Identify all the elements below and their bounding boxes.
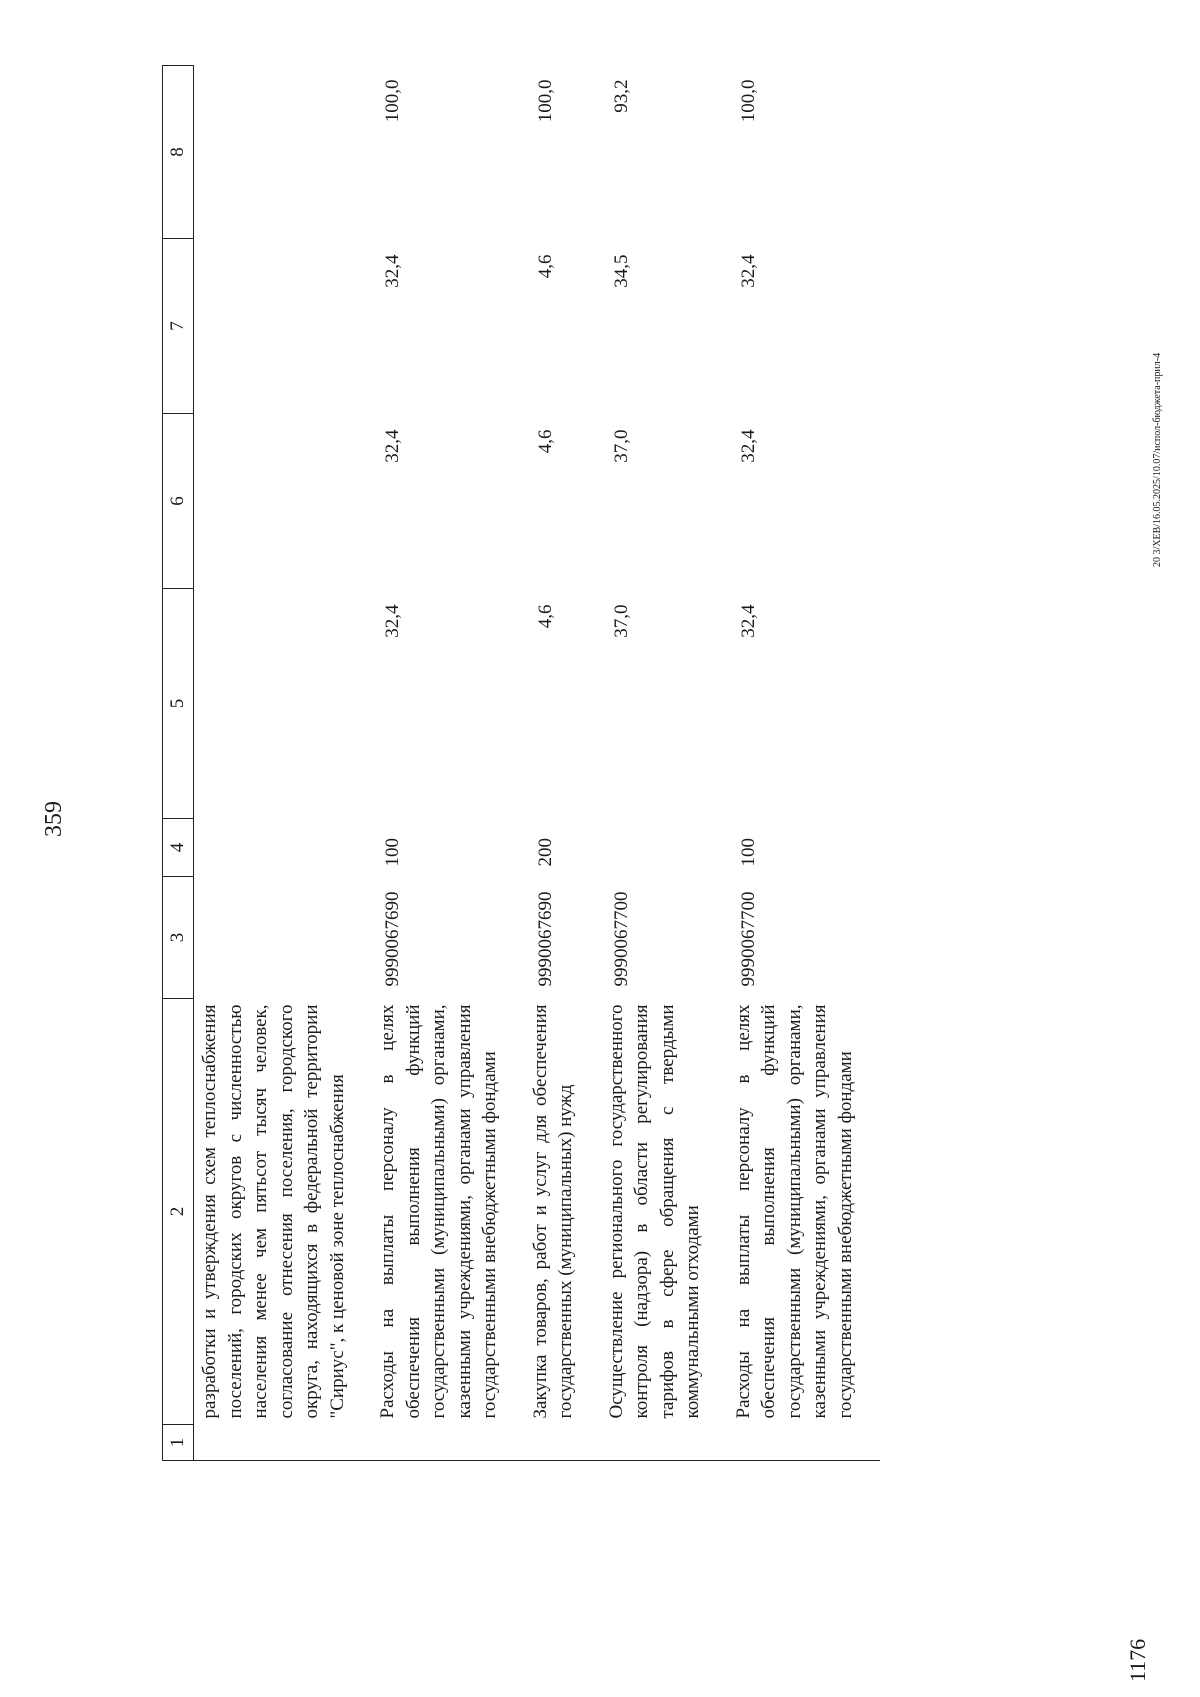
column-header-6: 6 xyxy=(163,414,194,589)
budget-table xyxy=(162,65,880,1461)
column-header-2: 2 xyxy=(163,999,194,1425)
cell-col1 xyxy=(728,1425,881,1461)
page-number: 359 xyxy=(41,801,67,837)
cell-target-article xyxy=(194,877,373,999)
cell-col7: 4,6 xyxy=(534,254,556,279)
table-row xyxy=(728,66,881,1461)
cell-col8 xyxy=(194,66,373,239)
cell-col6: 32,4 xyxy=(737,429,759,463)
cell-col5: 4,6 xyxy=(534,604,556,629)
table-body xyxy=(194,66,881,1461)
table-row xyxy=(525,66,601,1461)
header-row xyxy=(163,66,194,1461)
cell-expense-type xyxy=(194,819,373,877)
cell-description: Осуществление регионального государственного контроля (надзора) в области регулирования тарифов в сфере обращения с твердыми коммунальными отходами xyxy=(605,1004,703,1419)
cell-col5: 32,4 xyxy=(382,604,403,638)
cell-col7: 32,4 xyxy=(382,254,403,288)
column-header-3: 3 xyxy=(163,877,194,999)
cell-col8: 100,0 xyxy=(534,79,556,123)
table-row xyxy=(601,66,728,1461)
cell-col5: 37,0 xyxy=(610,604,632,638)
cell-col7: 32,4 xyxy=(737,254,759,288)
cell-col7: 34,5 xyxy=(610,254,632,288)
cell-description: Расходы на выплаты персоналу в целях обеспечения выполнения функций государственными (муниципальными) органами, казенными учреждениями, органами управления государственными внебюджетными фондами xyxy=(377,1004,500,1419)
cell-expense-type: 200 xyxy=(534,838,556,867)
cell-col6: 37,0 xyxy=(610,429,632,463)
cell-col1 xyxy=(601,1425,728,1461)
cell-col5: 32,4 xyxy=(737,604,759,638)
document-code-footer: 20 3/ХЕВ/16.05.2025/10.07/испол-бюджета-прил-4 xyxy=(1152,352,1163,567)
cell-target-article: 9990067690 xyxy=(382,891,403,987)
cell-description: Расходы на выплаты персоналу в целях обеспечения выполнения функций государственными (муниципальными) органами, казенными учреждениями, органами управления государственными внебюджетными фондами xyxy=(732,1004,856,1419)
table-row xyxy=(194,66,373,1461)
cell-col8: 100,0 xyxy=(382,79,403,123)
cell-col6: 32,4 xyxy=(382,429,403,463)
cell-expense-type: 100 xyxy=(737,838,759,867)
cell-col7 xyxy=(194,239,373,414)
column-header-4: 4 xyxy=(163,819,194,877)
cell-col6: 4,6 xyxy=(534,429,556,454)
sheet-number: 1176 xyxy=(1125,1638,1150,1682)
cell-target-article: 9990067690 xyxy=(534,891,556,987)
cell-expense-type: 100 xyxy=(382,838,403,867)
cell-col1 xyxy=(372,1425,525,1461)
column-header-7: 7 xyxy=(163,239,194,414)
cell-col5 xyxy=(194,589,373,819)
cell-col1 xyxy=(194,1425,373,1461)
column-header-5: 5 xyxy=(163,589,194,819)
table-header xyxy=(163,66,194,1461)
column-header-8: 8 xyxy=(163,66,194,239)
cell-target-article: 9990067700 xyxy=(737,891,759,987)
cell-col1 xyxy=(525,1425,601,1461)
cell-col8: 93,2 xyxy=(610,79,632,113)
cell-expense-type xyxy=(601,819,728,877)
cell-description: Закупка товаров, работ и услуг для обеспечения государственных (муниципальных) нужд xyxy=(529,1004,576,1419)
column-header-1: 1 xyxy=(163,1425,194,1461)
cell-col6 xyxy=(194,414,373,589)
cell-description: разработки и утверждения схем теплоснабжения поселений, городских округов с численностью населения менее чем пятьсот тысяч человек, согласование отнесения поселения, городского округа, находящихся в федеральной территории "Сириус", к ценовой зоне теплоснабжения xyxy=(199,1004,348,1419)
table-row xyxy=(372,66,525,1461)
cell-col8: 100,0 xyxy=(737,79,759,123)
cell-target-article: 9990067700 xyxy=(610,891,632,987)
